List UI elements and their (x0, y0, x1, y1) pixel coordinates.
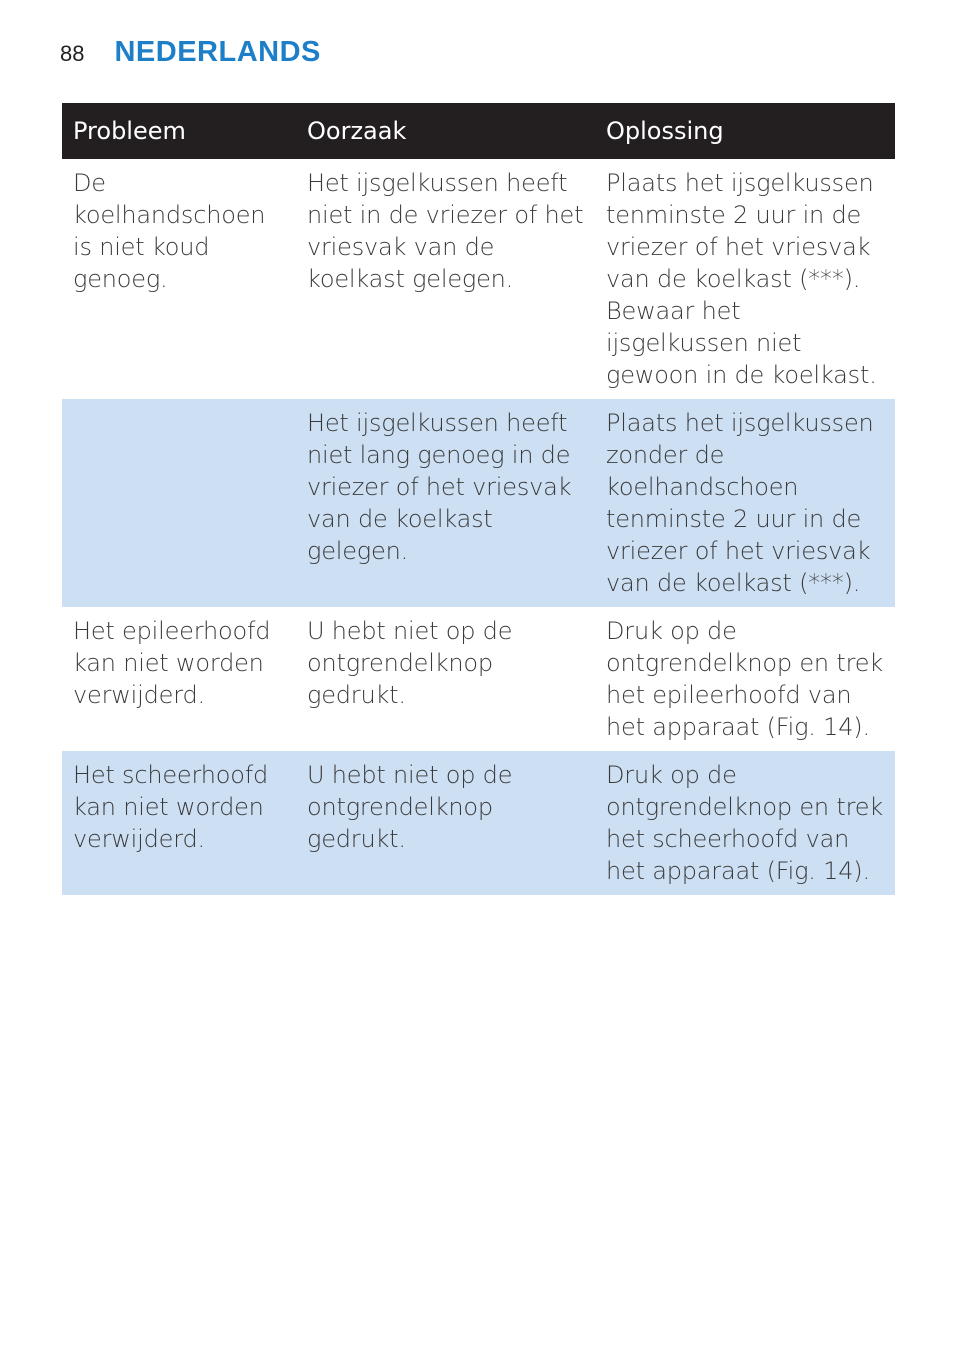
cell-oplossing: Plaats het ijsgelkussen tenminste 2 uur in de vriezer of het vriesvak van de koelkast (***). Bewaar het ijsgelkussen niet gewoon in de koelkast. (606, 169, 877, 389)
cell-oplossing: Druk op de ontgrendelknop en trek het scheerhoofd van het apparaat (Fig. 14). (595, 751, 895, 895)
cell-oplossing: Druk op de ontgrendelknop en trek het epileerhoofd van het apparaat (Fig. 14). (606, 617, 883, 741)
cell-probleem: Het scheerhoofd kan niet worden verwijderd. (62, 751, 296, 895)
table-row (62, 607, 895, 751)
page-number: 88 (60, 41, 85, 66)
section-title: NEDERLANDS (114, 36, 321, 68)
cell-probleem (62, 399, 296, 607)
cell-oplossing: Plaats het ijsgelkussen zonder de koelhandschoen tenminste 2 uur in de vriezer of het vriesvak van de koelkast (***). (595, 399, 895, 607)
cell-probleem: Het epileerhoofd kan niet worden verwijderd. (73, 617, 271, 709)
cell-oorzaak: Het ijsgelkussen heeft niet lang genoeg in de vriezer of het vriesvak van de koelkast gelegen. (296, 399, 595, 607)
column-header-oorzaak: Oorzaak (296, 103, 595, 159)
troubleshooting-table (62, 103, 895, 895)
table-row (62, 751, 895, 895)
cell-probleem: De koelhandschoen is niet koud genoeg. (73, 169, 266, 293)
table-header-row (62, 103, 895, 159)
column-header-probleem: Probleem (62, 103, 296, 159)
cell-oorzaak: U hebt niet op de ontgrendelknop gedrukt. (307, 617, 513, 709)
cell-oorzaak: Het ijsgelkussen heeft niet in de vriezer of het vriesvak van de koelkast gelegen. (307, 169, 584, 293)
table-row (62, 159, 895, 399)
page-header (60, 36, 321, 69)
column-header-oplossing: Oplossing (595, 103, 895, 159)
table-row (62, 399, 895, 607)
cell-oorzaak: U hebt niet op de ontgrendelknop gedrukt. (296, 751, 595, 895)
